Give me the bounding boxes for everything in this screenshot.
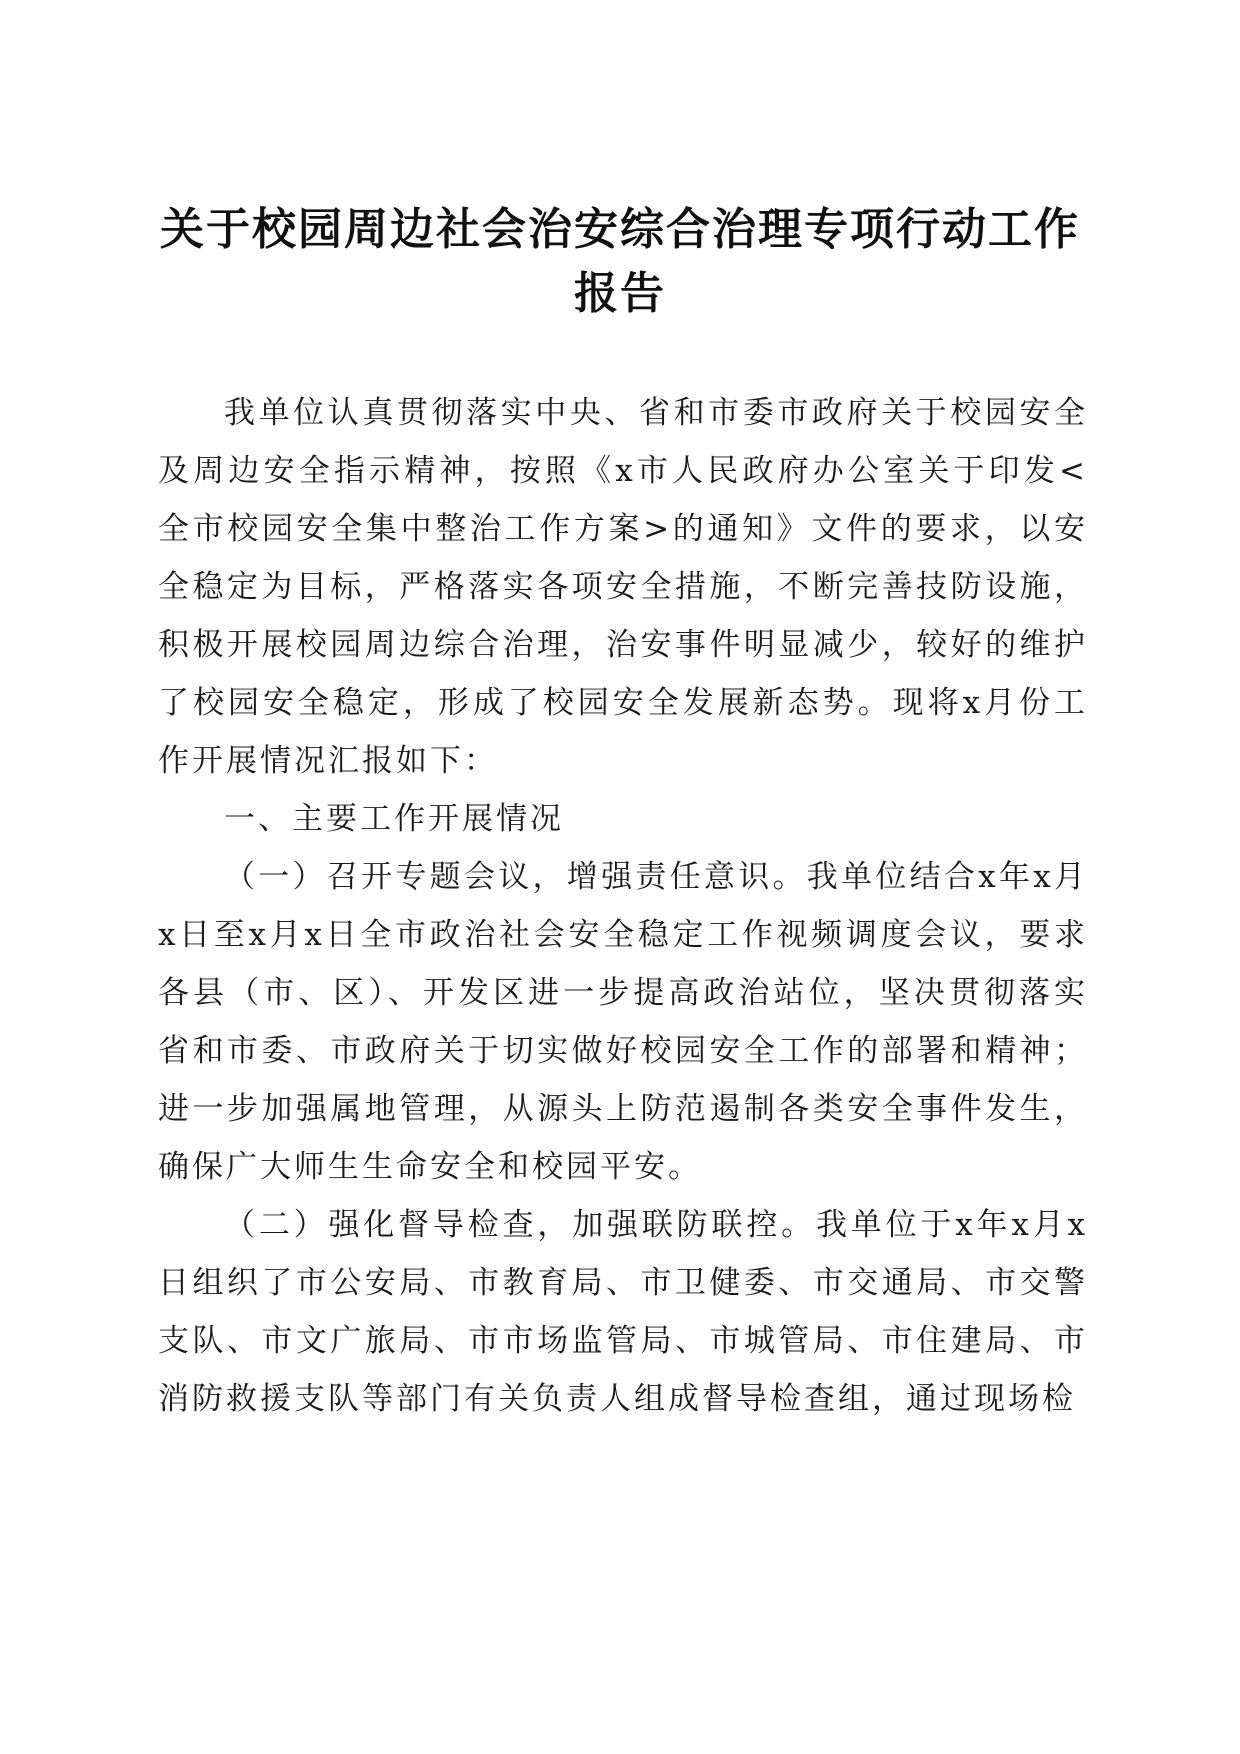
title-line-1: 关于校园周边社会治安综合治理专项行动工作 — [160, 204, 1080, 255]
intro-paragraph: 我单位认真贯彻落实中央、省和市委市政府关于校园安全及周边安全指示精神，按照《x市人民政府办公室关于印发<全市校园安全集中整治工作方案>的通知》文件的要求，以安全稳定为目标，严格落实各项安全措施，不断完善技防设施，积极开展校园周边综合治理，治安事件明显减少，较好的维护了校园安全稳定，形成了校园安全发展新态势。现将x月份工作开展情况汇报如下： — [158, 395, 1088, 779]
item-paragraph-2: （二）强化督导检查，加强联防联控。我单位于x年x月x日组织了市公安局、市教育局、市卫健委、市交通局、市交警支队、市文广旅局、市市场监管局、市城管局、市住建局、市消防救援支队等部门有关负责人组成督导检查组，通过现场检 — [158, 1207, 1088, 1417]
document-title — [140, 198, 1100, 326]
section-heading-1: 一、主要工作开展情况 — [224, 801, 564, 837]
title-line-2: 报告 — [574, 268, 666, 319]
document-body — [158, 384, 1088, 1428]
item-paragraph-1: （一）召开专题会议，增强责任意识。我单位结合x年x月x日至x月x日全市政治社会安全稳定工作视频调度会议，要求各县（市、区）、开发区进一步提高政治站位，坚决贯彻落实省和市委、市政府关于切实做好校园安全工作的部署和精神；进一步加强属地管理，从源头上防范遏制各类安全事件发生，确保广大师生生命安全和校园平安。 — [158, 859, 1088, 1185]
